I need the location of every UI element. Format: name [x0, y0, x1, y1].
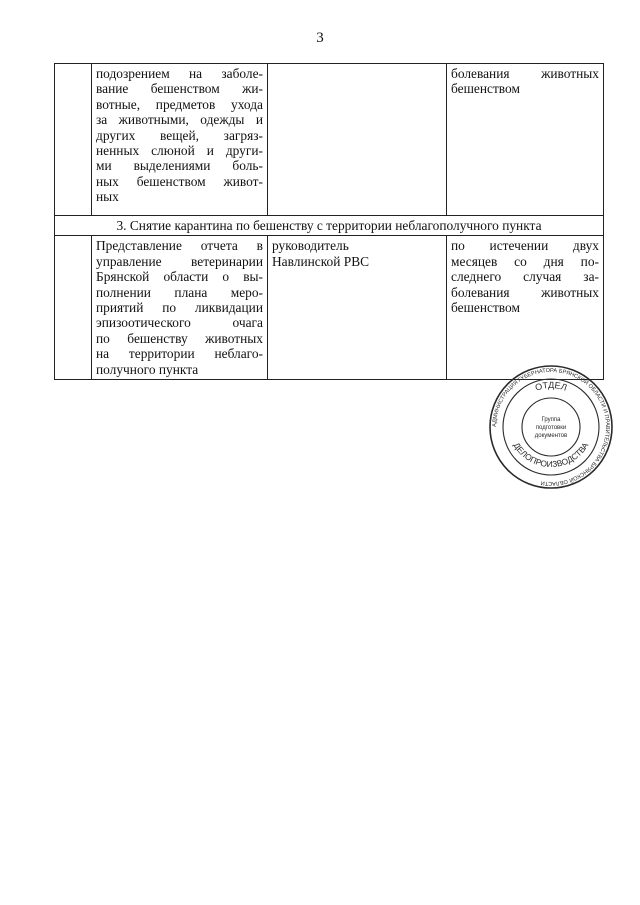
stamp-top-text: ОТДЕЛ	[533, 379, 569, 393]
text-line: управление ветеринарии	[96, 253, 263, 269]
text-line: бешенством	[451, 300, 520, 316]
row-number-cell	[55, 236, 92, 380]
responsible-cell	[268, 236, 447, 380]
text-line: подозрением на заболе-	[96, 66, 263, 81]
text-line: бешенством	[451, 81, 520, 97]
term-cell	[447, 236, 604, 380]
text-line: месяцев со дня по-	[451, 253, 599, 269]
text-line: ненных слюной и други-	[96, 143, 263, 159]
table-row	[55, 64, 604, 216]
table-row	[55, 236, 604, 380]
action-cell	[92, 64, 268, 216]
stamp-bottom-text: ДЕЛОПРОИЗВОДСТВА	[511, 440, 591, 470]
text-line: ми выделениями боль-	[96, 158, 263, 174]
text-line: эпизоотического очага	[96, 315, 263, 331]
section-row	[55, 216, 604, 236]
text-line: вотные, предметов ухода	[96, 96, 263, 112]
stamp-center-line: подготовки	[535, 425, 567, 431]
action-cell	[92, 236, 268, 380]
text-line: Брянской области о вы-	[96, 269, 263, 285]
responsible-cell	[268, 64, 447, 216]
text-line: по бешенству животных	[96, 330, 263, 346]
text-line: вание бешенством жи-	[96, 81, 263, 97]
stamp-center-line: Группа	[541, 417, 561, 423]
stamp-outer-text: АДМИНИСТРАЦИЯ ГУБЕРНАТОРА БРЯНСКОЙ ОБЛАСТИ И ПРАВИТЕЛЬСТВА БРЯНСКОЙ ОБЛАСТИ	[491, 367, 611, 487]
text-line: руководитель	[272, 238, 349, 254]
text-line: приятий по ликвидации	[96, 300, 263, 316]
stamp-center-line: документов	[534, 433, 568, 439]
text-line: по истечении двух	[451, 238, 599, 254]
text-line: других вещей, загряз-	[96, 127, 263, 143]
text-line: болевания животных	[451, 66, 599, 81]
office-stamp	[488, 364, 614, 490]
row-number-cell	[55, 64, 92, 216]
page-number: 3	[316, 30, 324, 46]
text-line: ных	[96, 189, 119, 205]
measures-table	[54, 63, 604, 380]
text-line: Навлинской РВС	[272, 253, 370, 269]
term-cell	[447, 64, 604, 216]
text-line: Представление отчета в	[96, 238, 263, 254]
text-line: на территории неблаго-	[96, 346, 263, 362]
text-line: за животными, одежды и	[96, 112, 263, 128]
section-title: 3. Снятие карантина по бешенству с территории неблагополучного пункта	[55, 216, 604, 236]
text-line: получного пункта	[96, 361, 199, 377]
text-line: болевания животных	[451, 284, 599, 300]
text-line: следнего случая за-	[451, 269, 599, 285]
text-line: ных бешенством живот-	[96, 173, 263, 189]
text-line: полнении плана меро-	[96, 284, 263, 300]
